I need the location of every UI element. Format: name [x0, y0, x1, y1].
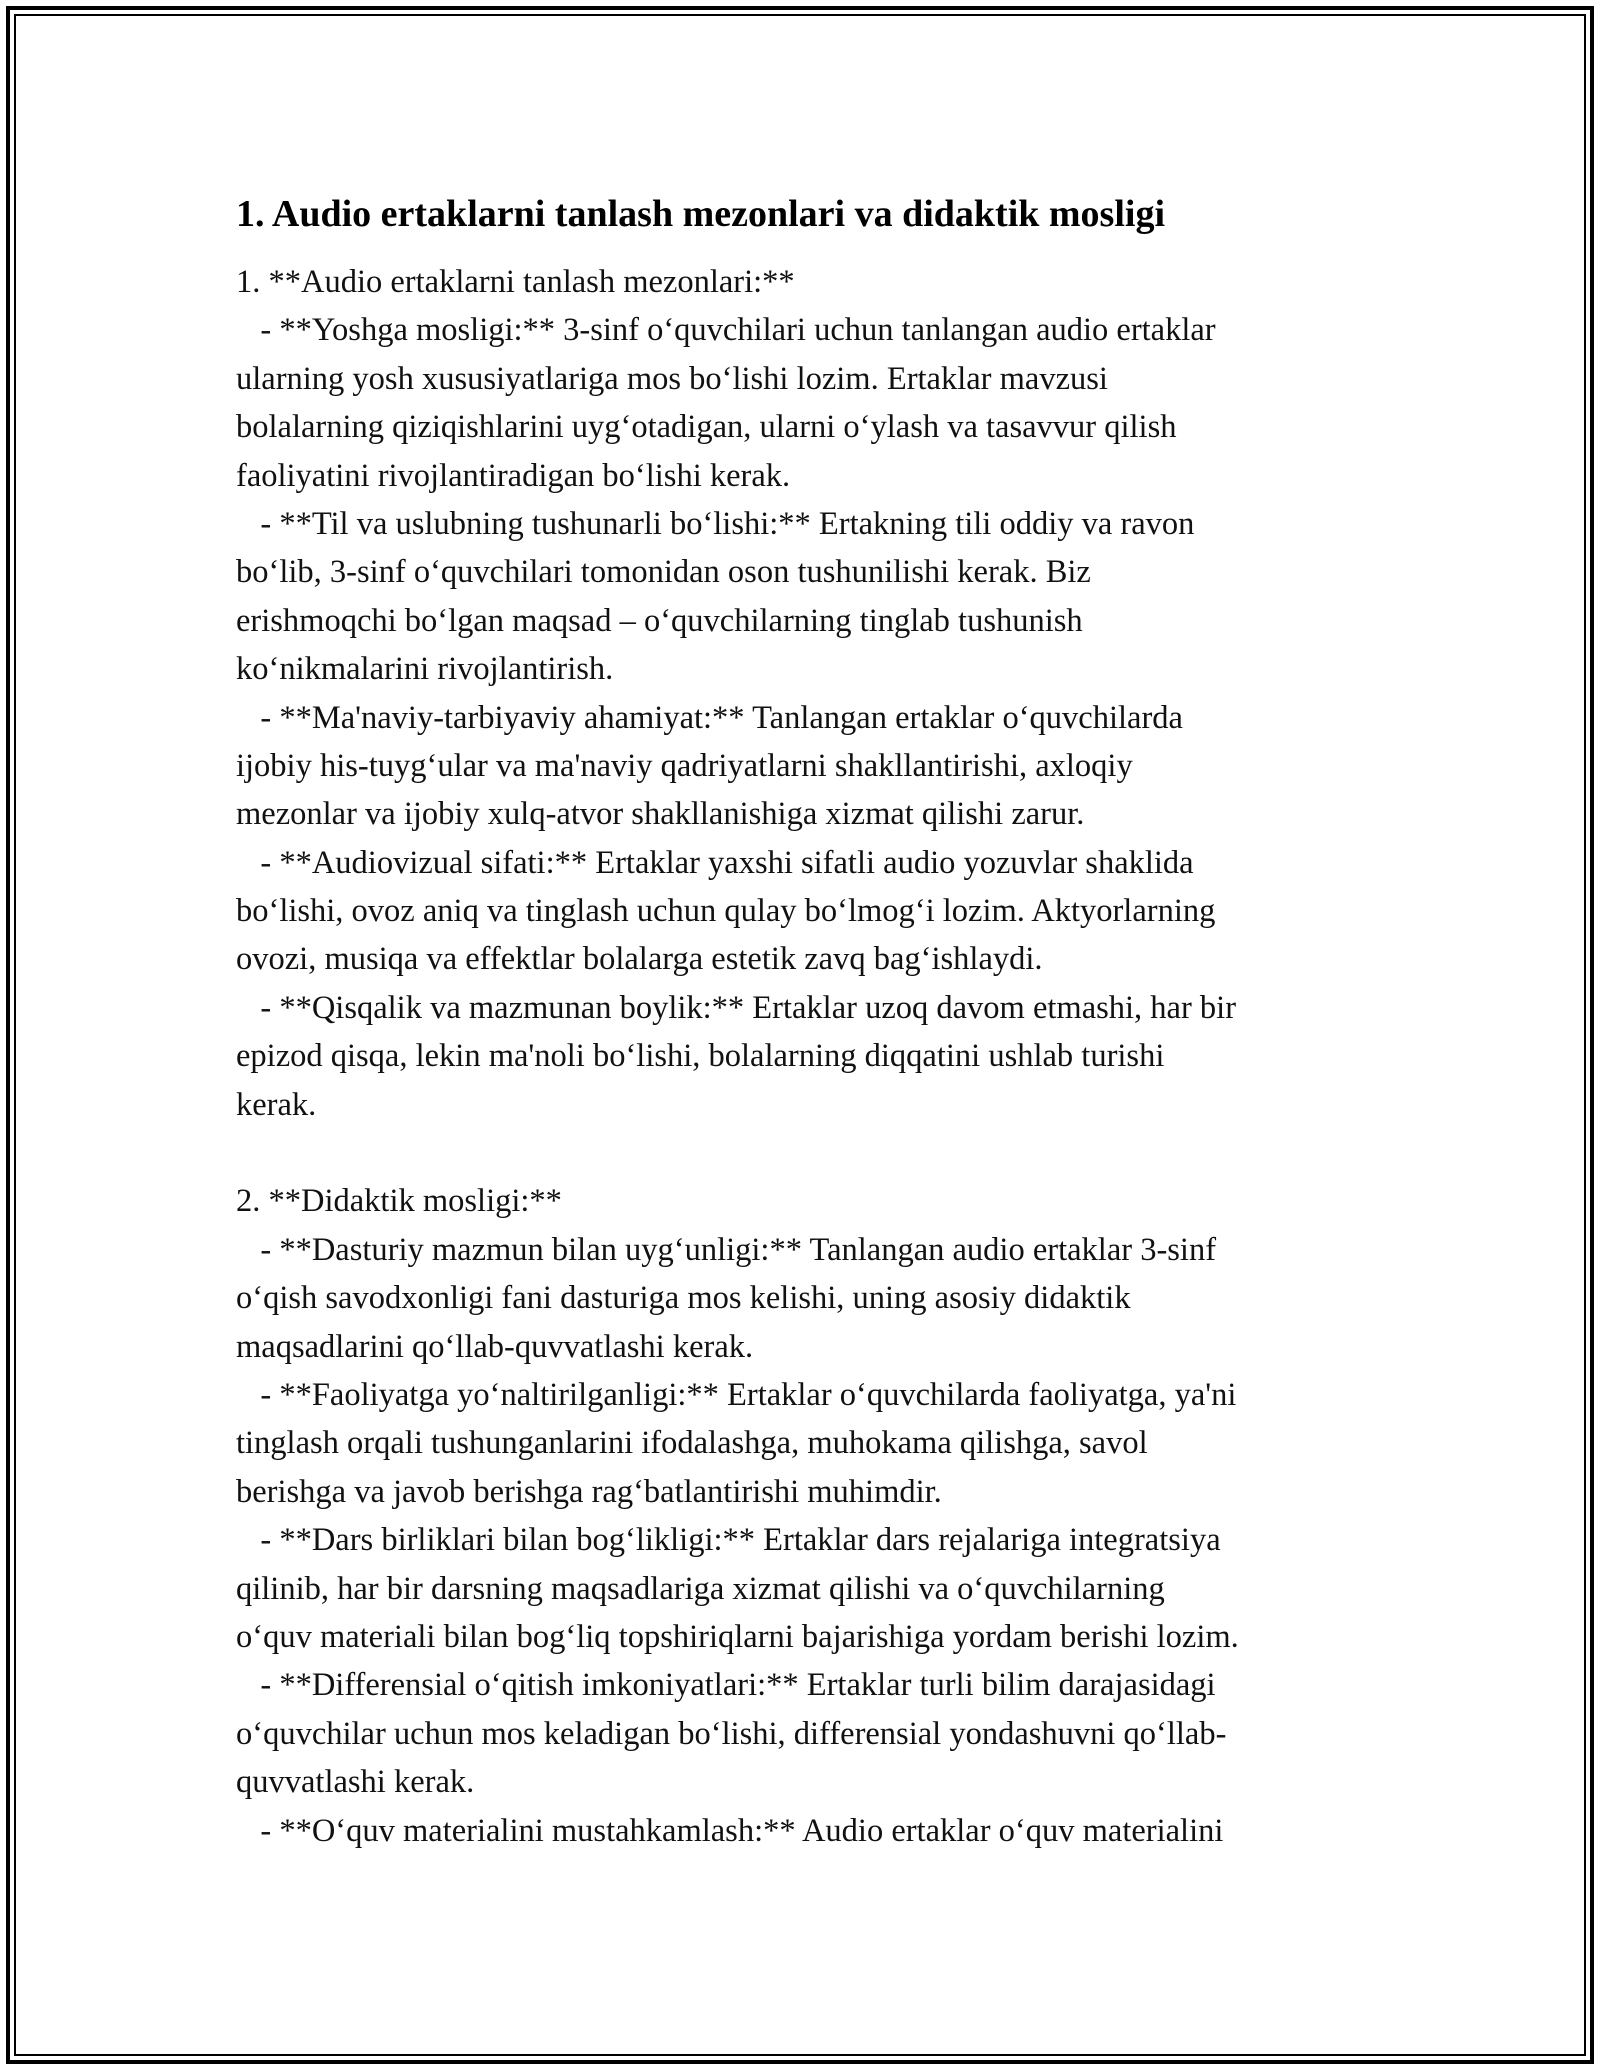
body-text — [236, 258, 1376, 1855]
text-line: - **Differensial o‘qitish imkoniyatlari:** Ertaklar turli bilim darajasidagi — [236, 1667, 1216, 1704]
blank-line — [236, 1129, 1376, 1177]
text-line: - **Ma'naviy-tarbiyaviy ahamiyat:** Tanlangan ertaklar o‘quvchilarda — [236, 699, 1183, 736]
text-line: o‘qish savodxonligi fani dasturiga mos kelishi, uning asosiy didaktik — [236, 1280, 1131, 1317]
text-line: quvvatlashi kerak. — [236, 1764, 475, 1801]
text-line: berishga va javob berishga rag‘batlantirishi muhimdir. — [236, 1473, 942, 1510]
text-line: - **Til va uslubning tushunarli bo‘lishi:** Ertakning tili oddiy va ravon — [236, 505, 1195, 542]
document-body — [236, 188, 1376, 1855]
text-line: - **Dasturiy mazmun bilan uyg‘unligi:** Tanlangan audio ertaklar 3-sinf — [236, 1231, 1217, 1268]
text-line: ijobiy his-tuyg‘ular va ma'naviy qadriyatlarni shakllantirishi, axloqiy — [236, 747, 1133, 784]
text-line: ularning yosh xususiyatlariga mos bo‘lishi lozim. Ertaklar mavzusi — [236, 360, 1108, 397]
page-title: 1. Audio ertaklarni tanlash mezonlari va didaktik mosligi — [236, 193, 1165, 235]
text-line: - **Audiovizual sifati:** Ertaklar yaxshi sifatli audio yozuvlar shaklida — [236, 844, 1194, 881]
text-line: - **Faoliyatga yo‘naltirilganligi:** Ertaklar o‘quvchilarda faoliyatga, ya'ni — [236, 1376, 1237, 1413]
text-line: mezonlar va ijobiy xulq-atvor shakllanishiga xizmat qilishi zarur. — [236, 796, 1085, 833]
text-line: ko‘nikmalarini rivojlantirish. — [236, 651, 614, 688]
text-line: faoliyatini rivojlantiradigan bo‘lishi kerak. — [236, 457, 791, 494]
text-line: maqsadlarini qo‘llab-quvvatlashi kerak. — [236, 1328, 754, 1365]
text-line: 1. **Audio ertaklarni tanlash mezonlari:** — [236, 264, 795, 300]
text-line: o‘quvchilar uchun mos keladigan bo‘lishi, differensial yondashuvni qo‘llab- — [236, 1715, 1227, 1752]
text-line: - **Dars birliklari bilan bog‘likligi:** Ertaklar dars rejalariga integratsiya — [236, 1522, 1221, 1559]
text-line: epizod qisqa, lekin ma'noli bo‘lishi, bolalarning diqqatini ushlab turishi — [236, 1038, 1165, 1075]
text-line: bo‘lib, 3-sinf o‘quvchilari tomonidan oson tushunilishi kerak. Biz — [236, 554, 1091, 591]
text-line: 2. **Didaktik mosligi:** — [236, 1183, 562, 1220]
text-line: - **O‘quv materialini mustahkamlash:** Audio ertaklar o‘quv materialini — [236, 1812, 1224, 1849]
text-line: qilinib, har bir darsning maqsadlariga xizmat qilishi va o‘quvchilarning — [236, 1570, 1165, 1607]
text-line: erishmoqchi bo‘lgan maqsad – o‘quvchilarning tinglab tushunish — [236, 602, 1083, 639]
text-line: ovozi, musiqa va effektlar bolalarga estetik zavq bag‘ishlaydi. — [236, 941, 1043, 978]
text-line: kerak. — [236, 1086, 317, 1123]
text-line: tinglash orqali tushunganlarini ifodalashga, muhokama qilishga, savol — [236, 1425, 1148, 1462]
text-line: - **Yoshga mosligi:** 3-sinf o‘quvchilari uchun tanlangan audio ertaklar — [236, 312, 1216, 349]
text-line: bo‘lishi, ovoz aniq va tinglash uchun qulay bo‘lmog‘i lozim. Aktyorlarning — [236, 893, 1216, 930]
text-line: o‘quv materiali bilan bog‘liq topshiriqlarni bajarishiga yordam berishi lozim. — [236, 1618, 1239, 1655]
text-line: bolalarning qiziqishlarini uyg‘otadigan, ularni o‘ylash va tasavvur qilish — [236, 409, 1177, 446]
text-line: - **Qisqalik va mazmunan boylik:** Ertaklar uzoq davom etmashi, har bir — [236, 989, 1237, 1026]
